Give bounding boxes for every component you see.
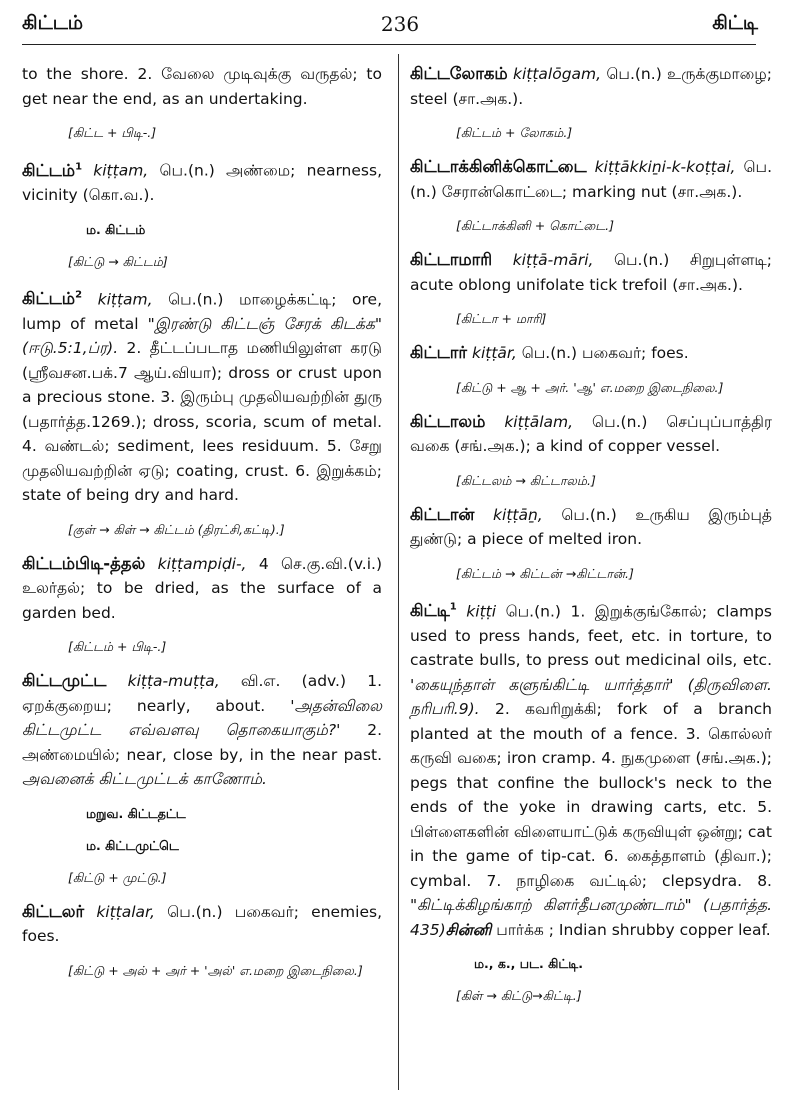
- dictionary-entry: [410, 155, 772, 204]
- headword: [410, 343, 467, 362]
- definition: பெ.(n.) உருக்குமாழை; steel (சா.அக.).: [410, 65, 772, 108]
- headword-text: கிட்டலோகம்: [410, 64, 508, 83]
- etymology: [கிள் → கிட்டு→கிட்டி.]: [456, 988, 582, 1003]
- etymology: [கிட்டு + முட்டு.]: [68, 869, 167, 885]
- citation-quote: அவனைக் கிட்டமுட்டக் காணோம்.: [22, 770, 267, 788]
- citation-quote: 'கையுந்தாள் களுங்கிட்டி யார்த்தார்' (திருவிளை. நரிபரி.9).: [410, 675, 772, 718]
- headword: [22, 289, 82, 308]
- definition: பெ.(n.) 1. இறுக்குங்கோல்; clamps used to press hands, feet, etc. in torture, to castrate bulls, to press out medicinal oils, etc.: [410, 602, 772, 669]
- citation-quote: "கிட்டிக்கிழங்காற் கிளர்தீபனமுண்டாம்" (பதார்த்த. 435): [410, 896, 772, 939]
- dictionary-entry: [410, 341, 772, 366]
- headword-text: கிட்டம்: [22, 289, 76, 308]
- transliteration: kiṭṭa-muṭṭa,: [127, 672, 220, 690]
- dictionary-entry: [410, 62, 772, 111]
- page-header: [0, 0, 800, 44]
- etymology: [கிட்டா + மாரி]: [456, 311, 547, 326]
- definition: பெ.(n.) பகைவர்; foes.: [516, 344, 689, 362]
- headword: [410, 64, 508, 83]
- dictionary-entry: [22, 552, 382, 626]
- etymology: [கிட்டம் → கிட்டன் →கிட்டான்.]: [456, 565, 634, 581]
- headword: [410, 250, 492, 269]
- definition-cont: ; Indian shrubby copper leaf.: [548, 920, 771, 939]
- header-rule: [22, 44, 756, 45]
- definition: பெ.(n.) சேரான்கொட்டை; marking nut (சா.அக.).: [410, 158, 772, 201]
- etymology: [கிட்டலம் → கிட்டாலம்.]: [456, 472, 596, 488]
- transliteration: kiṭṭam,: [93, 161, 149, 180]
- headword-text: கிட்டம்பிடி-த்தல்: [22, 553, 146, 573]
- transliteration: kiṭṭālam,: [504, 412, 574, 431]
- headword: [410, 412, 485, 431]
- etymology: [கிட்டாக்கினி + கொட்டை.]: [456, 218, 614, 233]
- guide-word-right: கிட்டி: [712, 12, 758, 34]
- definition: பெ.(n.) உருகிய இரும்புத் துண்டு; a piece of melted iron.: [410, 505, 772, 548]
- definition: பெ.(n.) அண்மை; nearness, vicinity (கொ.வ.).: [22, 161, 382, 204]
- definition: வி.எ. (adv.) 1. ஏறக்குறைய; nearly, about.: [22, 672, 382, 715]
- cognates: ம., க., பட. கிட்டி.: [474, 956, 583, 971]
- definition-cont: 2. தீட்டப்படாத மணியிலுள்ள கரடு (ஸ்ரீவசன.பக்.7 ஆய்.வியா); dross or crust upon a precious stone. 3. இரும்பு முதலியவற்றின் துரு (பதார்த்த.1269.); dross, scoria, scum of metal. 4. வண்டல்; sediment, lees residuum. 5. சேறு முதலியவற்றின் ஏடு; coating, crust. 6. இறுக்கம்; state of being dry and hard.: [22, 339, 382, 504]
- transliteration: kiṭṭā-māri,: [512, 251, 594, 269]
- headword-text: கிட்டலர்: [22, 901, 85, 921]
- etymology: [கிட்ட + பிடி-.]: [68, 125, 157, 140]
- transliteration: kiṭṭam,: [97, 290, 153, 308]
- transliteration: kiṭṭalar,: [96, 902, 155, 921]
- guide-word-left: கிட்டம்: [22, 12, 84, 34]
- etymology: [கிட்டு → கிட்டம்]: [68, 253, 168, 269]
- headword-text: கிட்டாமாரி: [410, 250, 493, 269]
- transliteration: kiṭṭalōgam,: [512, 65, 602, 83]
- headword-text: கிட்டாலம்: [410, 411, 486, 431]
- transliteration: kiṭṭākkiṉi-k-koṭṭai,: [594, 158, 736, 176]
- definition: பெ.(n.) பகைவர்; enemies, foes.: [22, 902, 382, 945]
- etymology: [கிட்டு + ஆ + அர். 'ஆ' எ.மறை இடைநிலை.]: [456, 379, 724, 395]
- etymology: [கிட்டு + அல் + அர் + 'அல்' எ.மறை இடைநிலை.]: [68, 962, 363, 978]
- cognates: ம. கிட்டம்: [86, 221, 146, 237]
- citation-quote: 'அதன்விலை கிட்டமுட்ட எவ்வளவு தொகையாகும்?': [22, 696, 382, 739]
- headword: [410, 601, 457, 620]
- right-column: [410, 62, 772, 1018]
- dictionary-entry: [22, 669, 382, 792]
- headword: [22, 554, 145, 573]
- headword: [22, 161, 82, 180]
- dictionary-entry: [22, 284, 382, 508]
- cross-reference: சின்னி: [445, 920, 492, 939]
- headword: [410, 157, 587, 176]
- headword-text: கிட்டான்: [410, 504, 475, 524]
- headword-text: கிட்டமுட்ட: [22, 671, 107, 690]
- homograph-number: 1: [75, 161, 83, 172]
- dictionary-entry: [410, 248, 772, 297]
- transliteration: kiṭṭampiḍi-,: [157, 554, 247, 573]
- definition-cont: பார்க்க: [491, 920, 549, 939]
- transliteration: kiṭṭi: [466, 602, 497, 620]
- definition: 4 செ.கு.வி.(v.i.) உலர்தல்; to be dried, as the surface of a garden bed.: [22, 554, 382, 622]
- headword-text: கிட்டி: [410, 601, 450, 620]
- dictionary-entry: [22, 900, 382, 949]
- cognates: ம. கிட்டமுட்டெ: [86, 837, 179, 853]
- definition-cont: 2. கவரிறுக்கி; fork of a branch planted at the mouth of a fence. 3. கொல்லர் கருவி வகை; iron cramp. 4. நுகமுளை (சங்.அக.); pegs that confine the bullock's neck to the ends of the yoke in drawing carts, etc. 5. பிள்ளைகளின் விளையாட்டுக் கருவியுள் ஒன்று; cat in the game of tip-cat. 6. கைத்தாளம் (திவா.); cymbal. 7. நாழிகை வட்டில்; clepsydra. 8.: [410, 700, 772, 890]
- transliteration: kiṭṭāṉ,: [493, 505, 543, 524]
- headword-text: கிட்டார்: [410, 343, 468, 362]
- headword: [410, 505, 474, 524]
- cognates: மறுவ. கிட்டதட்ட: [86, 805, 186, 821]
- definition: பெ.(n.) சிறுபுள்ளடி; acute oblong unifolate tick trefoil (சா.அக.).: [410, 251, 772, 294]
- headword: [22, 902, 84, 921]
- headword-text: கிட்டம்: [22, 160, 76, 180]
- column-divider: [398, 54, 399, 1090]
- etymology: [கிட்டம் + பிடி-.]: [68, 639, 167, 654]
- etymology: [குள் → கிள் → கிட்டம் (திரட்சி,கட்டி).]: [68, 521, 285, 537]
- citation-quote: "இரண்டு கிட்டஞ் சேரக் கிடக்க" (ஈடு.5:1,ப்ர).: [22, 314, 382, 357]
- headword: [22, 671, 106, 690]
- dictionary-entry: [410, 596, 772, 943]
- dictionary-entry: [410, 410, 772, 459]
- homograph-number: 2: [75, 289, 83, 301]
- homograph-number: 1: [449, 601, 457, 613]
- left-column: [22, 62, 382, 993]
- definition: பெ.(n.) செப்புப்பாத்திர வகை (சங்.அக.); a kind of copper vessel.: [410, 412, 772, 455]
- transliteration: kiṭṭār,: [471, 344, 517, 362]
- definition-cont: 2. அண்மையில்; near, close by, in the near past.: [22, 721, 382, 764]
- dictionary-entry: [410, 503, 772, 552]
- entry-continuation: to the shore. 2. வேலை முடிவுக்கு வருதல்; to get near the end, as an undertaking.: [22, 65, 382, 108]
- etymology: [கிட்டம் + லோகம்.]: [456, 125, 573, 140]
- headword-text: கிட்டாக்கினிக்கொட்டை: [410, 157, 587, 176]
- definition: பெ.(n.) மாழைக்கட்டி; ore, lump of metal: [22, 290, 382, 333]
- dictionary-entry: [22, 155, 382, 208]
- page-number: 236: [380, 12, 420, 36]
